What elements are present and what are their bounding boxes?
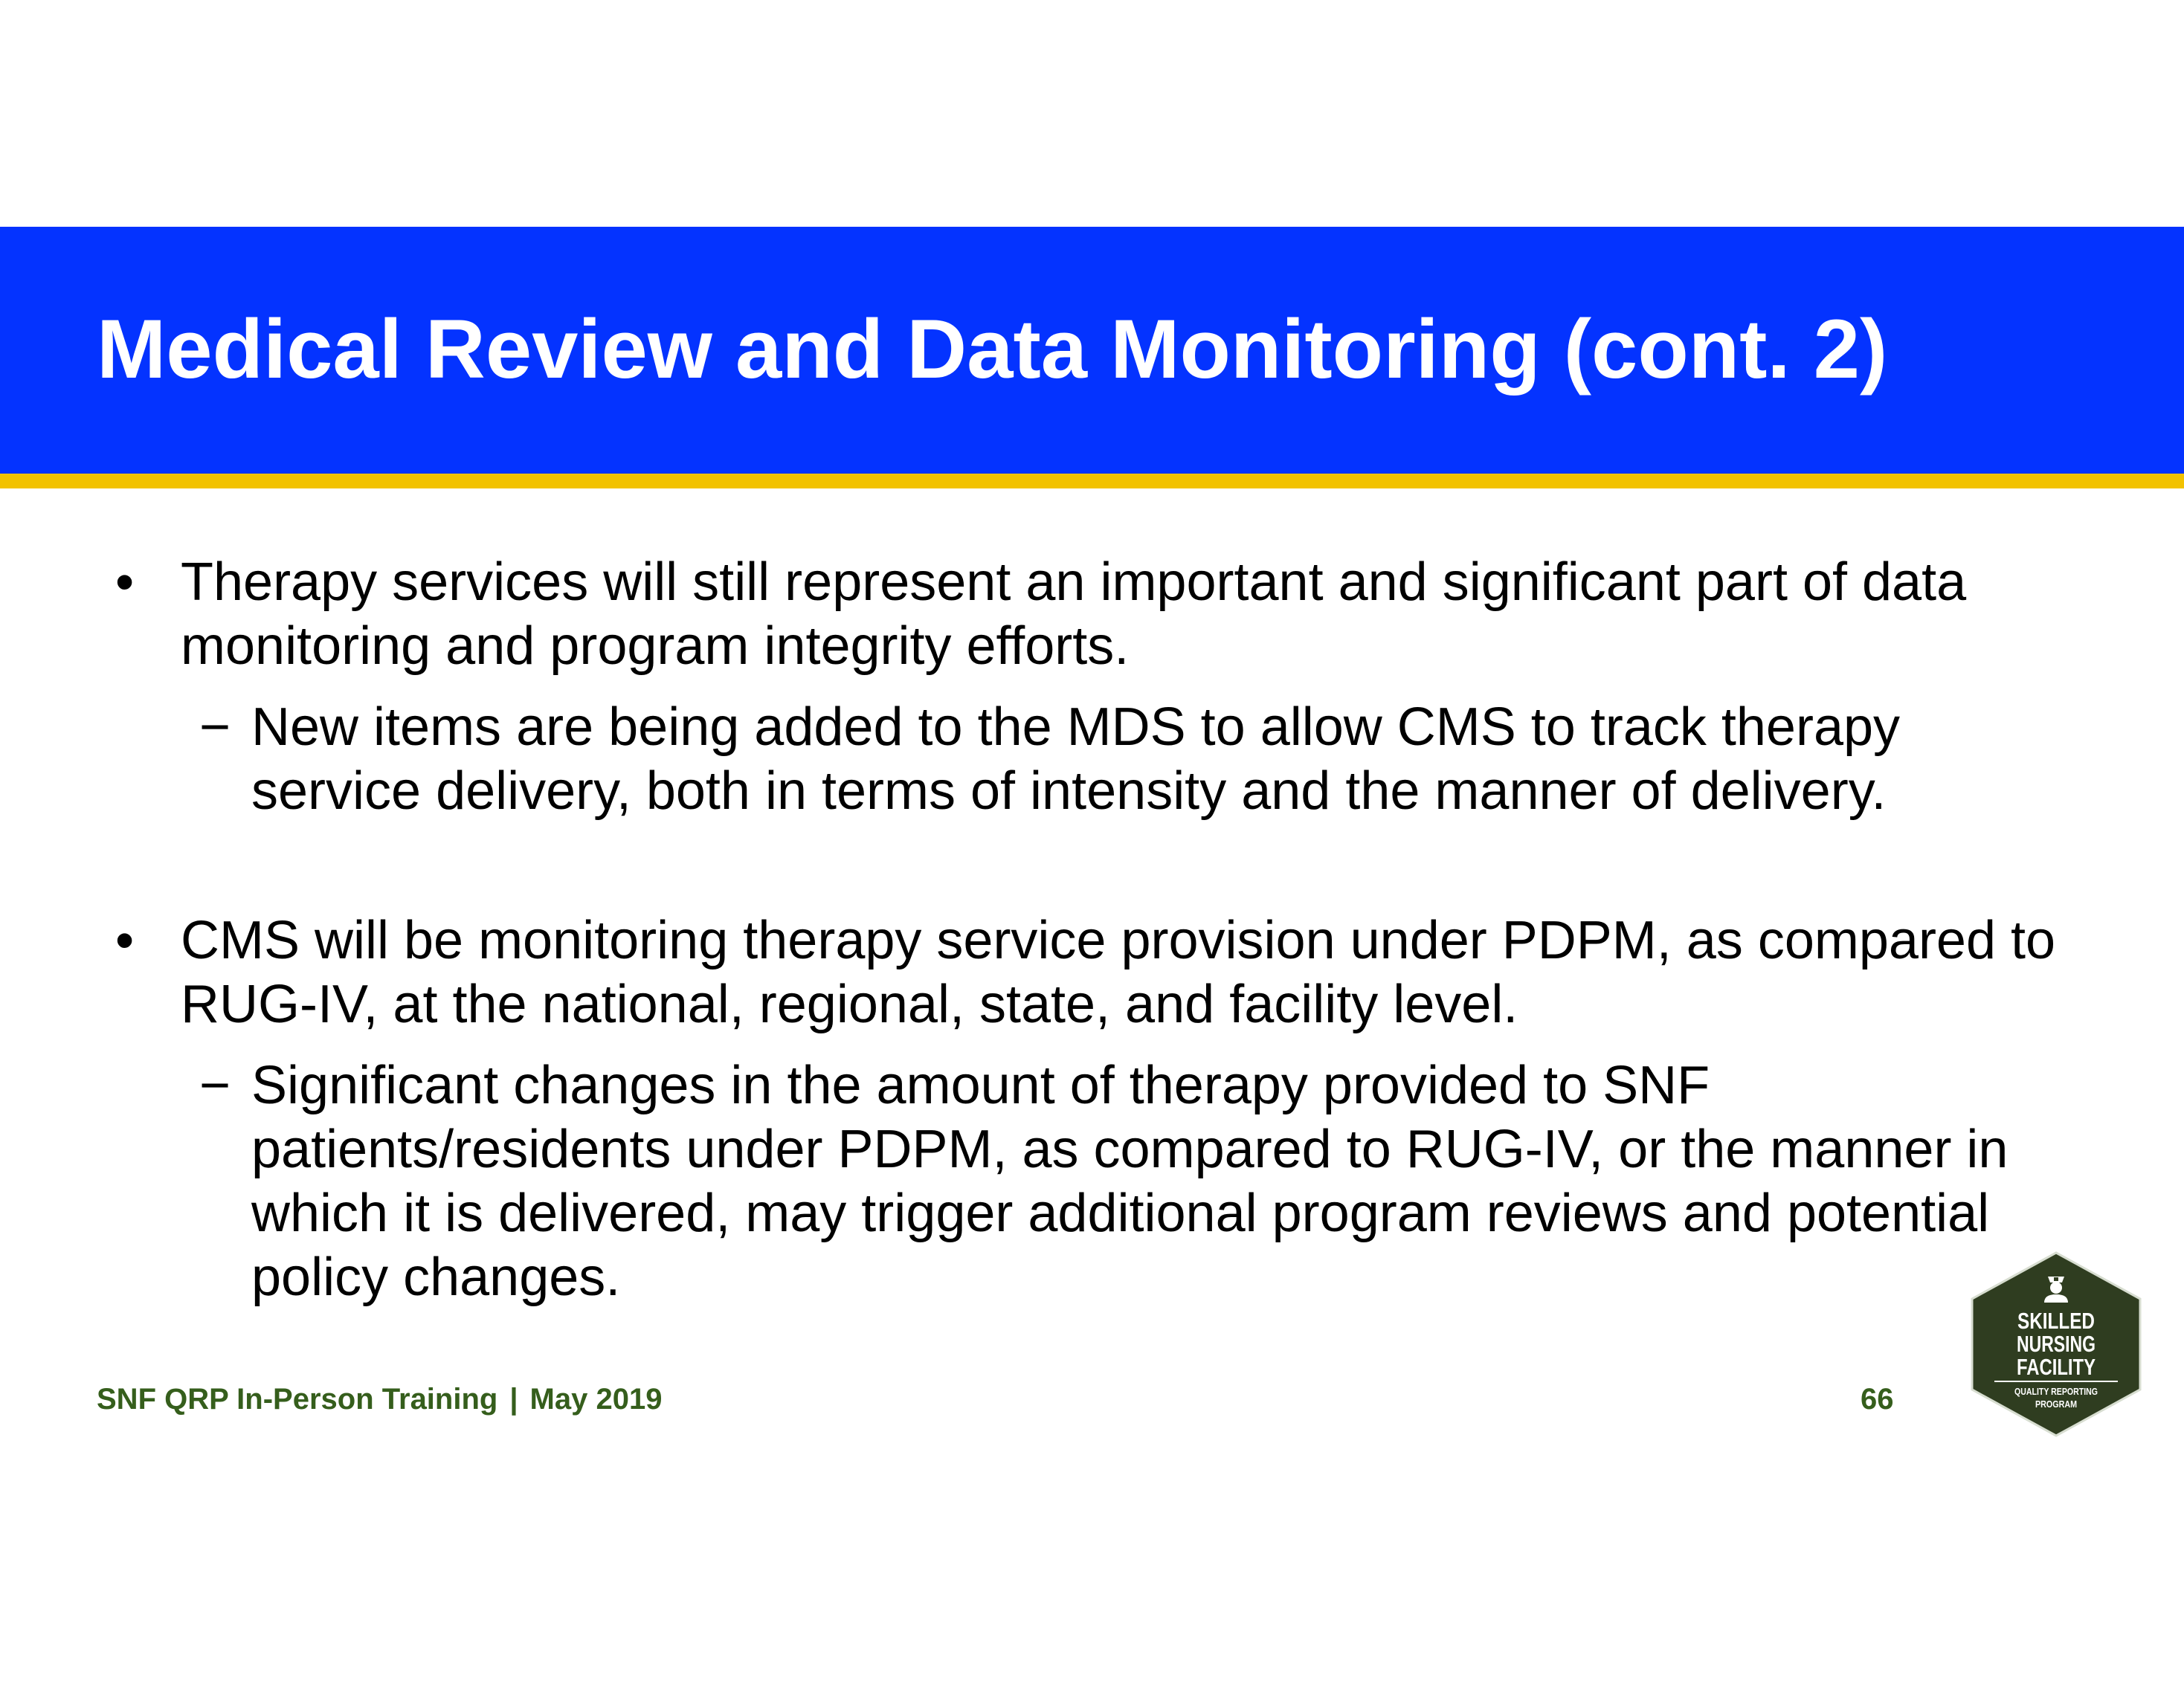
logo-line-nursing: NURSING <box>2017 1331 2096 1357</box>
sub-bullet-text: New items are being added to the MDS to allow CMS to track therapy service delivery, both in terms of intensity and the manner of delivery. <box>251 697 1901 821</box>
sub-bullet-item <box>199 695 2036 823</box>
sub-bullet-marker: − <box>199 697 231 757</box>
bullet-marker: • <box>115 911 135 970</box>
bullet-text: CMS will be monitoring therapy service provision under PDPM, as compared to RUG-IV, at the national, regional, state, and facility level. <box>181 911 2056 1034</box>
bullet-marker: • <box>115 552 135 612</box>
sub-bullet-marker: − <box>199 1056 231 1115</box>
footer <box>97 1381 662 1418</box>
bullet-item <box>115 550 2077 678</box>
snf-qrp-logo <box>1971 1251 2142 1437</box>
logo-line-program: PROGRAM <box>2035 1398 2077 1410</box>
page-number: 66 <box>1861 1383 1894 1416</box>
bullet-text: Therapy services will still represent an important and significant part of data monitoring and program integrity efforts. <box>181 552 1967 676</box>
logo-line-quality-reporting: QUALITY REPORTING <box>2014 1386 2098 1397</box>
sub-bullet-text: Significant changes in the amount of therapy provided to SNF patients/residents under PDPM, as compared to RUG-IV, or the manner in which it is delivered, may trigger additional program reviews and potential policy changes. <box>251 1056 2009 1307</box>
footer-training: SNF QRP In-Person Training <box>97 1383 498 1416</box>
logo-line-facility: FACILITY <box>2017 1354 2096 1380</box>
bullet-item <box>115 909 2077 1036</box>
logo-line-skilled: SKILLED <box>2017 1308 2095 1334</box>
footer-date: May 2019 <box>529 1383 663 1416</box>
footer-separator: | <box>509 1383 518 1416</box>
slide-title: Medical Review and Data Monitoring (cont. 2) <box>97 303 1888 396</box>
sub-bullet-item <box>199 1054 2066 1309</box>
title-underline <box>0 474 2184 488</box>
